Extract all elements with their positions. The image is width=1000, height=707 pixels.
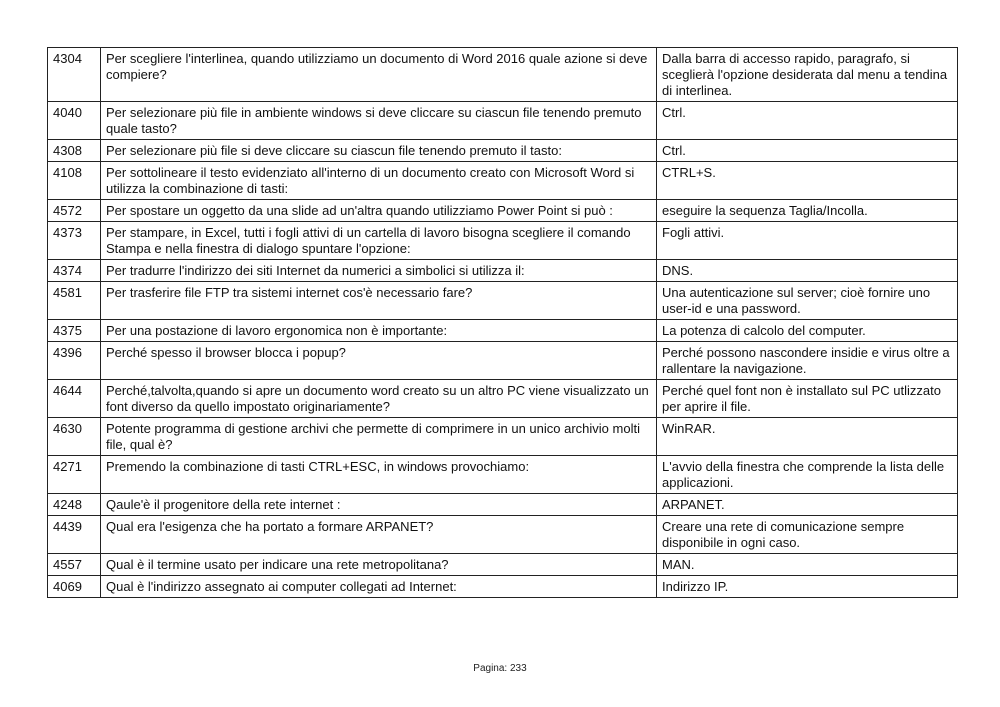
question-text: Qual è il termine usato per indicare una rete metropolitana? (101, 554, 657, 576)
question-id: 4581 (48, 282, 101, 320)
answer-text: Fogli attivi. (657, 222, 958, 260)
question-id: 4375 (48, 320, 101, 342)
question-text: Qaule'è il progenitore della rete internet : (101, 494, 657, 516)
question-text: Per selezionare più file si deve cliccare su ciascun file tenendo premuto il tasto: (101, 140, 657, 162)
table-row (48, 576, 958, 598)
question-text: Premendo la combinazione di tasti CTRL+ESC, in windows provochiamo: (101, 456, 657, 494)
answer-text: DNS. (657, 260, 958, 282)
question-id: 4439 (48, 516, 101, 554)
answer-text: eseguire la sequenza Taglia/Incolla. (657, 200, 958, 222)
question-id: 4069 (48, 576, 101, 598)
question-id: 4304 (48, 48, 101, 102)
table-row (48, 48, 958, 102)
table-row (48, 102, 958, 140)
table-row (48, 342, 958, 380)
answer-text: Indirizzo IP. (657, 576, 958, 598)
table-row (48, 456, 958, 494)
answer-text: MAN. (657, 554, 958, 576)
question-id: 4557 (48, 554, 101, 576)
question-text: Per scegliere l'interlinea, quando utilizziamo un documento di Word 2016 quale azione si deve compiere? (101, 48, 657, 102)
table-row (48, 260, 958, 282)
table-row (48, 554, 958, 576)
answer-text: Ctrl. (657, 102, 958, 140)
table-row (48, 418, 958, 456)
question-text: Per sottolineare il testo evidenziato all'interno di un documento creato con Microsoft Word si utilizza la combinazione di tasti: (101, 162, 657, 200)
answer-text: Perché quel font non è installato sul PC utlizzato per aprire il file. (657, 380, 958, 418)
question-text: Perché spesso il browser blocca i popup? (101, 342, 657, 380)
table-row (48, 162, 958, 200)
questions-table-body (48, 48, 958, 598)
question-id: 4248 (48, 494, 101, 516)
question-id: 4308 (48, 140, 101, 162)
table-row (48, 140, 958, 162)
answer-text: WinRAR. (657, 418, 958, 456)
answer-text: Perché possono nascondere insidie e virus oltre a rallentare la navigazione. (657, 342, 958, 380)
table-row (48, 494, 958, 516)
table-row (48, 320, 958, 342)
answer-text: Ctrl. (657, 140, 958, 162)
answer-text: La potenza di calcolo del computer. (657, 320, 958, 342)
table-row (48, 380, 958, 418)
questions-table (47, 47, 958, 598)
question-text: Per una postazione di lavoro ergonomica non è importante: (101, 320, 657, 342)
table-row (48, 516, 958, 554)
table-row (48, 222, 958, 260)
page-number: Pagina: 233 (473, 663, 527, 674)
answer-text: CTRL+S. (657, 162, 958, 200)
question-id: 4374 (48, 260, 101, 282)
table-row (48, 200, 958, 222)
answer-text: ARPANET. (657, 494, 958, 516)
question-text: Qual era l'esigenza che ha portato a formare ARPANET? (101, 516, 657, 554)
question-text: Per spostare un oggetto da una slide ad un'altra quando utilizziamo Power Point si può : (101, 200, 657, 222)
question-text: Potente programma di gestione archivi che permette di comprimere in un unico archivio molti file, qual è? (101, 418, 657, 456)
question-id: 4644 (48, 380, 101, 418)
question-id: 4396 (48, 342, 101, 380)
question-text: Perché,talvolta,quando si apre un documento word creato su un altro PC viene visualizzato un font diverso da quello impostato originariamente? (101, 380, 657, 418)
question-text: Per trasferire file FTP tra sistemi internet cos'è necessario fare? (101, 282, 657, 320)
question-text: Per selezionare più file in ambiente windows si deve cliccare su ciascun file tenendo premuto quale tasto? (101, 102, 657, 140)
question-text: Per stampare, in Excel, tutti i fogli attivi di un cartella di lavoro bisogna scegliere il comando Stampa e nella finestra di dialogo spuntare l'opzione: (101, 222, 657, 260)
question-id: 4572 (48, 200, 101, 222)
question-text: Qual è l'indirizzo assegnato ai computer collegati ad Internet: (101, 576, 657, 598)
question-id: 4040 (48, 102, 101, 140)
question-id: 4630 (48, 418, 101, 456)
answer-text: Dalla barra di accesso rapido, paragrafo, si sceglierà l'opzione desiderata dal menu a tendina di interlinea. (657, 48, 958, 102)
question-text: Per tradurre l'indirizzo dei siti Internet da numerici a simbolici si utilizza il: (101, 260, 657, 282)
answer-text: Una autenticazione sul server; cioè fornire uno user-id e una password. (657, 282, 958, 320)
question-id: 4108 (48, 162, 101, 200)
question-id: 4373 (48, 222, 101, 260)
question-id: 4271 (48, 456, 101, 494)
answer-text: L'avvio della finestra che comprende la lista delle applicazioni. (657, 456, 958, 494)
table-row (48, 282, 958, 320)
answer-text: Creare una rete di comunicazione sempre disponibile in ogni caso. (657, 516, 958, 554)
